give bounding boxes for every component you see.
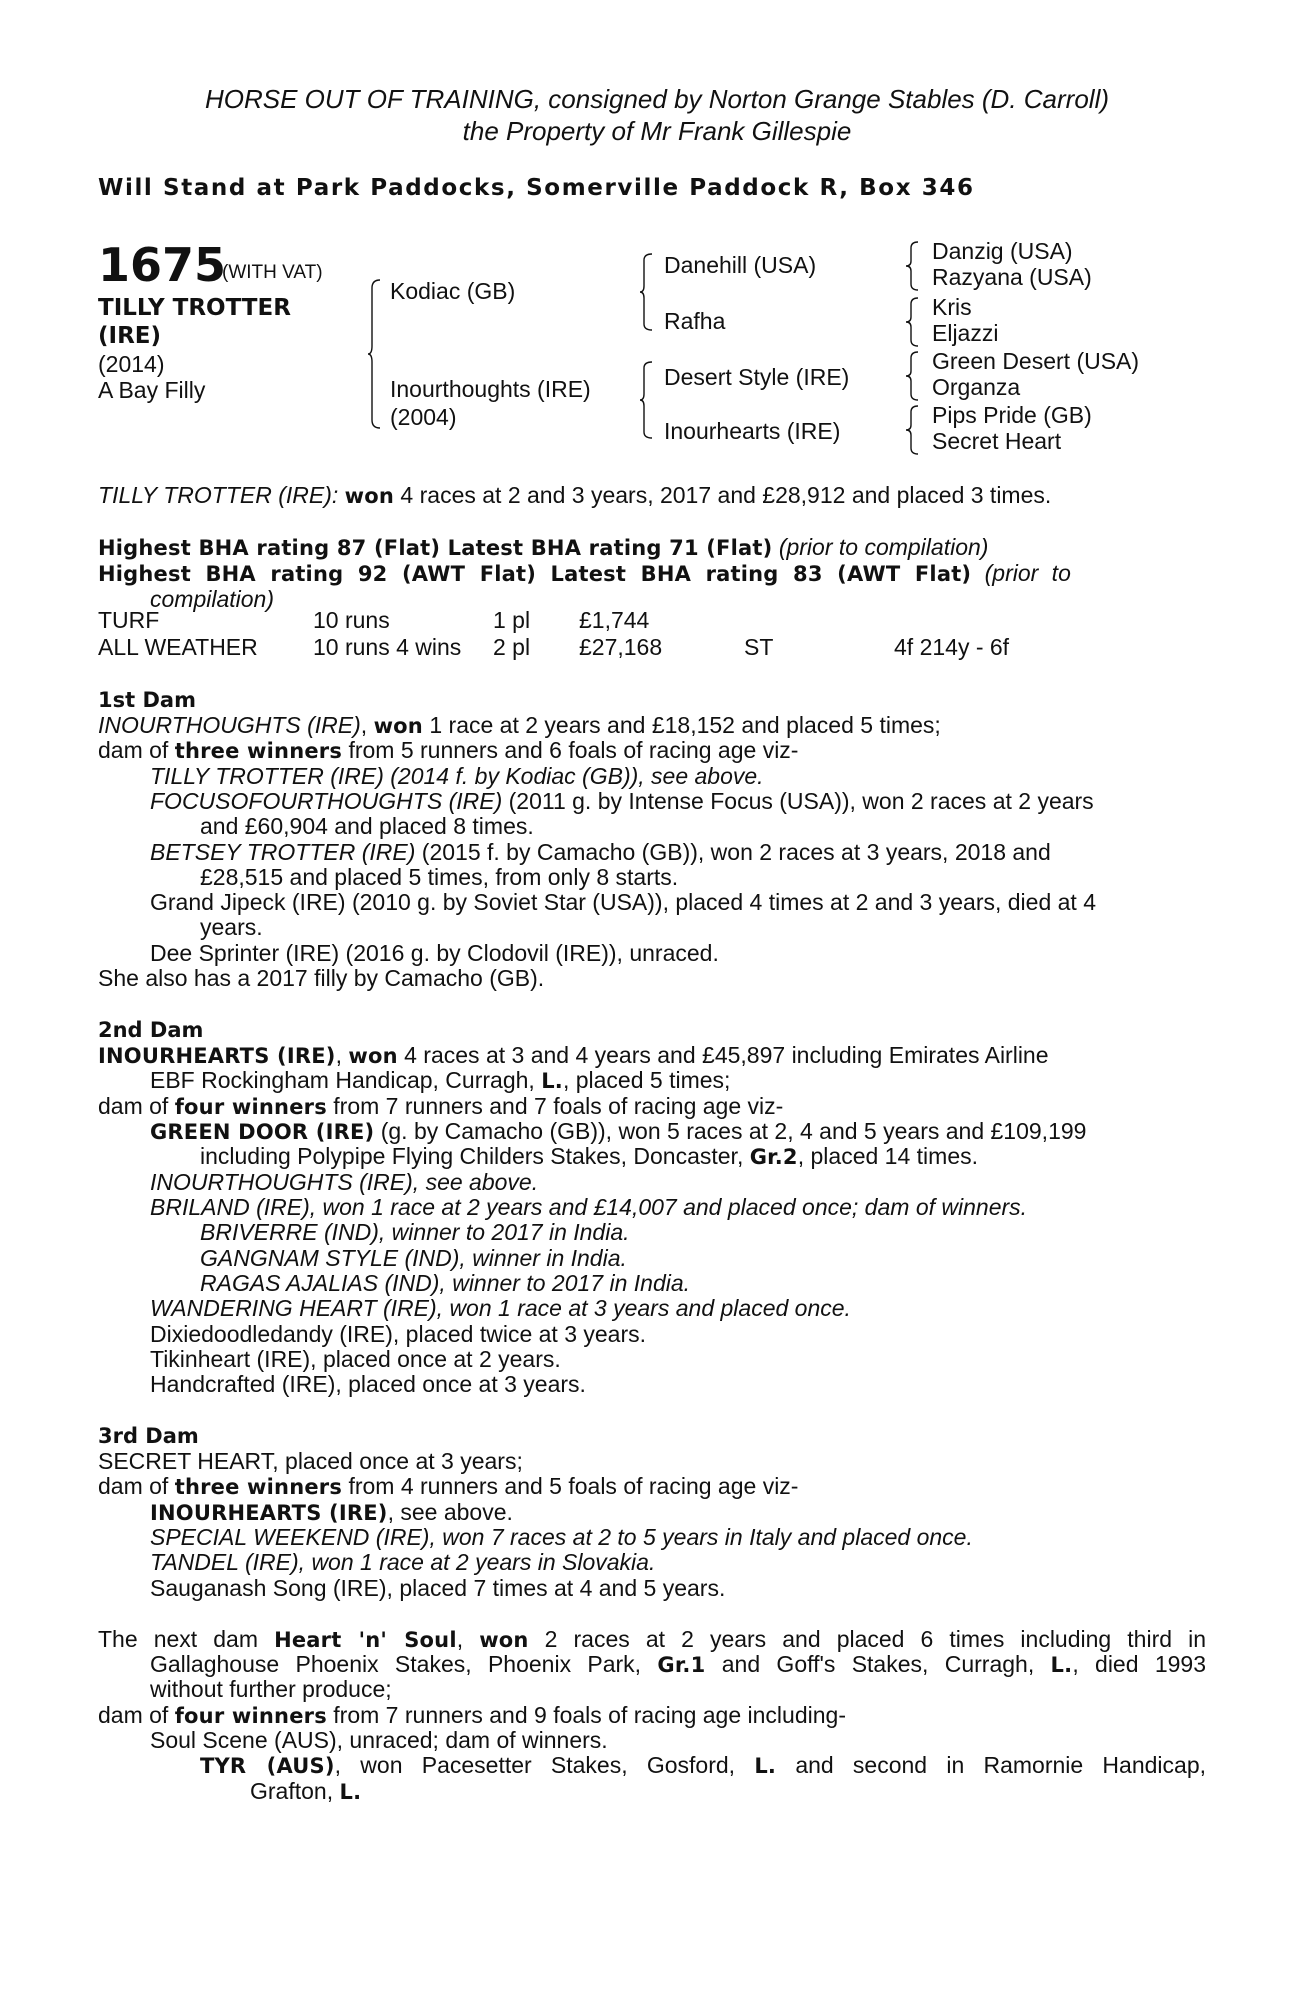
pedigree-brace-dam bbox=[640, 360, 654, 440]
pedigree-g4: Eljazzi bbox=[932, 320, 999, 346]
pedigree-sire-dam: Rafha bbox=[664, 308, 726, 334]
pedigree-brace-g2 bbox=[906, 296, 920, 348]
list-item: TANDEL (IRE), won 1 race at 2 years in Slovakia. bbox=[150, 1549, 656, 1575]
vat-note: (WITH VAT) bbox=[222, 262, 323, 283]
list-item: Handcrafted (IRE), placed once at 3 years. bbox=[150, 1371, 586, 1397]
list-item: Grand Jipeck (IRE) (2010 g. by Soviet Star (USA)), placed 4 times at 2 and 3 years, died at 4 bbox=[150, 889, 1096, 915]
rating-awt: Highest BHA rating 92 (AWT Flat) Latest BHA rating 83 (AWT Flat) (prior to bbox=[98, 560, 1071, 586]
list-item-cont: and £60,904 and placed 8 times. bbox=[200, 813, 534, 839]
list-item-sub: TYR (AUS), won Pacesetter Stakes, Gosford, L. and second in Ramornie Handicap, bbox=[200, 1752, 1207, 1778]
pedigree-dam-year: (2004) bbox=[390, 404, 457, 430]
consignor-line: HORSE OUT OF TRAINING, consigned by Norton Grange Stables (D. Carroll) bbox=[204, 84, 1110, 114]
pedigree-dam: Inourthoughts (IRE) bbox=[390, 376, 591, 402]
list-item-sub: RAGAS AJALIAS (IND), winner to 2017 in India. bbox=[200, 1270, 691, 1296]
first-dam-produce: dam of three winners from 5 runners and 6 foals of racing age viz- bbox=[98, 737, 799, 763]
horse-name: TILLY TROTTER bbox=[98, 295, 291, 321]
second-dam-line-cont: EBF Rockingham Handicap, Curragh, L., placed 5 times; bbox=[150, 1067, 731, 1093]
horse-description: A Bay Filly bbox=[98, 377, 206, 403]
third-dam-line: SECRET HEART, placed once at 3 years; bbox=[98, 1448, 523, 1474]
list-item-sub: BRIVERRE (IND), winner to 2017 in India. bbox=[200, 1219, 630, 1245]
first-dam-note: She also has a 2017 filly by Camacho (GB). bbox=[98, 965, 545, 991]
next-dam-produce: dam of four winners from 7 runners and 9 foals of racing age including- bbox=[98, 1702, 846, 1728]
summary-won: won bbox=[344, 484, 395, 508]
list-item: BETSEY TROTTER (IRE) (2015 f. by Camacho (GB)), won 2 races at 3 years, 2018 and bbox=[150, 839, 1051, 865]
foaling-year: (2014) bbox=[98, 351, 165, 377]
list-item: GREEN DOOR (IRE) (g. by Camacho (GB)), won 5 races at 2, 4 and 5 years and £109,199 bbox=[150, 1118, 1087, 1144]
pedigree-g3: Kris bbox=[932, 294, 972, 320]
pedigree-brace-main bbox=[368, 278, 382, 430]
pedigree-g1: Danzig (USA) bbox=[932, 238, 1073, 264]
first-dam-line: INOURTHOUGHTS (IRE), won 1 race at 2 years and £18,152 and placed 5 times; bbox=[98, 712, 941, 738]
pedigree-brace-sire bbox=[640, 252, 654, 332]
list-item: Sauganash Song (IRE), placed 7 times at 4 and 5 years. bbox=[150, 1575, 726, 1601]
list-item-cont: years. bbox=[200, 914, 263, 940]
horse-country: (IRE) bbox=[98, 323, 162, 349]
list-item: WANDERING HEART (IRE), won 1 race at 3 years and placed once. bbox=[150, 1295, 851, 1321]
lot-number: 1675 bbox=[98, 238, 227, 292]
list-item: SPECIAL WEEKEND (IRE), won 7 races at 2 to 5 years in Italy and placed once. bbox=[150, 1524, 973, 1550]
pedigree-brace-g3 bbox=[906, 350, 920, 402]
second-dam-line: INOURHEARTS (IRE), won 4 races at 3 and 4 years and £45,897 including Emirates Airline bbox=[98, 1042, 1049, 1068]
owner-line: the Property of Mr Frank Gillespie bbox=[462, 116, 852, 146]
pedigree-g5: Green Desert (USA) bbox=[932, 348, 1140, 374]
list-item: Soul Scene (AUS), unraced; dam of winners. bbox=[150, 1727, 608, 1753]
pedigree-brace-g4 bbox=[906, 404, 920, 456]
list-item: BRILAND (IRE), won 1 race at 2 years and £14,007 and placed once; dam of winners. bbox=[150, 1194, 1028, 1220]
next-dam-line: The next dam Heart 'n' Soul, won 2 races at 2 years and placed 6 times including third in bbox=[98, 1626, 1206, 1652]
next-dam-line-cont: Gallaghouse Phoenix Stakes, Phoenix Park, Gr.1 and Goff's Stakes, Curragh, L., died 1993 bbox=[150, 1651, 1207, 1677]
list-item-sub: GANGNAM STYLE (IND), winner in India. bbox=[200, 1245, 627, 1271]
race-summary: TILLY TROTTER (IRE): won 4 races at 2 and 3 years, 2017 and £28,912 and placed 3 times. bbox=[98, 482, 1052, 508]
rating-awt-note: compilation) bbox=[150, 586, 274, 612]
second-dam-heading: 2nd Dam bbox=[98, 1018, 204, 1042]
pedigree-dam-dam: Inourhearts (IRE) bbox=[664, 418, 841, 444]
pedigree-g8: Secret Heart bbox=[932, 428, 1062, 454]
third-dam-produce: dam of three winners from 4 runners and 5 foals of racing age viz- bbox=[98, 1473, 799, 1499]
table-row: TURF 10 runs 1 pl £1,744 bbox=[98, 607, 650, 633]
second-dam-produce: dam of four winners from 7 runners and 7 foals of racing age viz- bbox=[98, 1093, 784, 1119]
first-dam-heading: 1st Dam bbox=[98, 688, 196, 712]
pedigree-sire: Kodiac (GB) bbox=[390, 278, 516, 304]
list-item-cont: including Polypipe Flying Childers Stakes, Doncaster, Gr.2, placed 14 times. bbox=[200, 1143, 978, 1169]
list-item: INOURTHOUGHTS (IRE), see above. bbox=[150, 1169, 539, 1195]
list-item: Dee Sprinter (IRE) (2016 g. by Clodovil (IRE)), unraced. bbox=[150, 940, 719, 966]
table-row: ALL WEATHER 10 runs 4 wins 2 pl £27,168 ST 4f 214y - 6f bbox=[98, 634, 1010, 660]
list-item: Dixiedoodledandy (IRE), placed twice at 3 years. bbox=[150, 1321, 647, 1347]
pedigree-brace-g1 bbox=[906, 240, 920, 292]
list-item: INOURHEARTS (IRE), see above. bbox=[150, 1499, 513, 1525]
pedigree-g2: Razyana (USA) bbox=[932, 264, 1092, 290]
list-item: Tikinheart (IRE), placed once at 2 years. bbox=[150, 1346, 561, 1372]
list-item-sub-cont: Grafton, L. bbox=[250, 1778, 362, 1804]
form-table bbox=[98, 607, 1009, 661]
list-item-cont: £28,515 and placed 5 times, from only 8 starts. bbox=[200, 864, 679, 890]
pedigree-g7: Pips Pride (GB) bbox=[932, 402, 1092, 428]
pedigree-g6: Organza bbox=[932, 374, 1021, 400]
list-item: TILLY TROTTER (IRE) (2014 f. by Kodiac (GB)), see above. bbox=[150, 763, 764, 789]
third-dam-heading: 3rd Dam bbox=[98, 1424, 199, 1448]
pedigree-dam-sire: Desert Style (IRE) bbox=[664, 364, 850, 390]
rating-flat: Highest BHA rating 87 (Flat) Latest BHA rating 71 (Flat) (prior to compilation) bbox=[98, 534, 989, 560]
summary-horse-name: TILLY TROTTER (IRE) bbox=[98, 482, 332, 508]
pedigree-sire-sire: Danehill (USA) bbox=[664, 252, 817, 278]
next-dam-line-cont: without further produce; bbox=[150, 1676, 392, 1702]
stand-location: Will Stand at Park Paddocks, Somerville Paddock R, Box 346 bbox=[98, 175, 975, 201]
list-item: FOCUSOFOURTHOUGHTS (IRE) (2011 g. by Intense Focus (USA)), won 2 races at 2 years bbox=[150, 788, 1094, 814]
